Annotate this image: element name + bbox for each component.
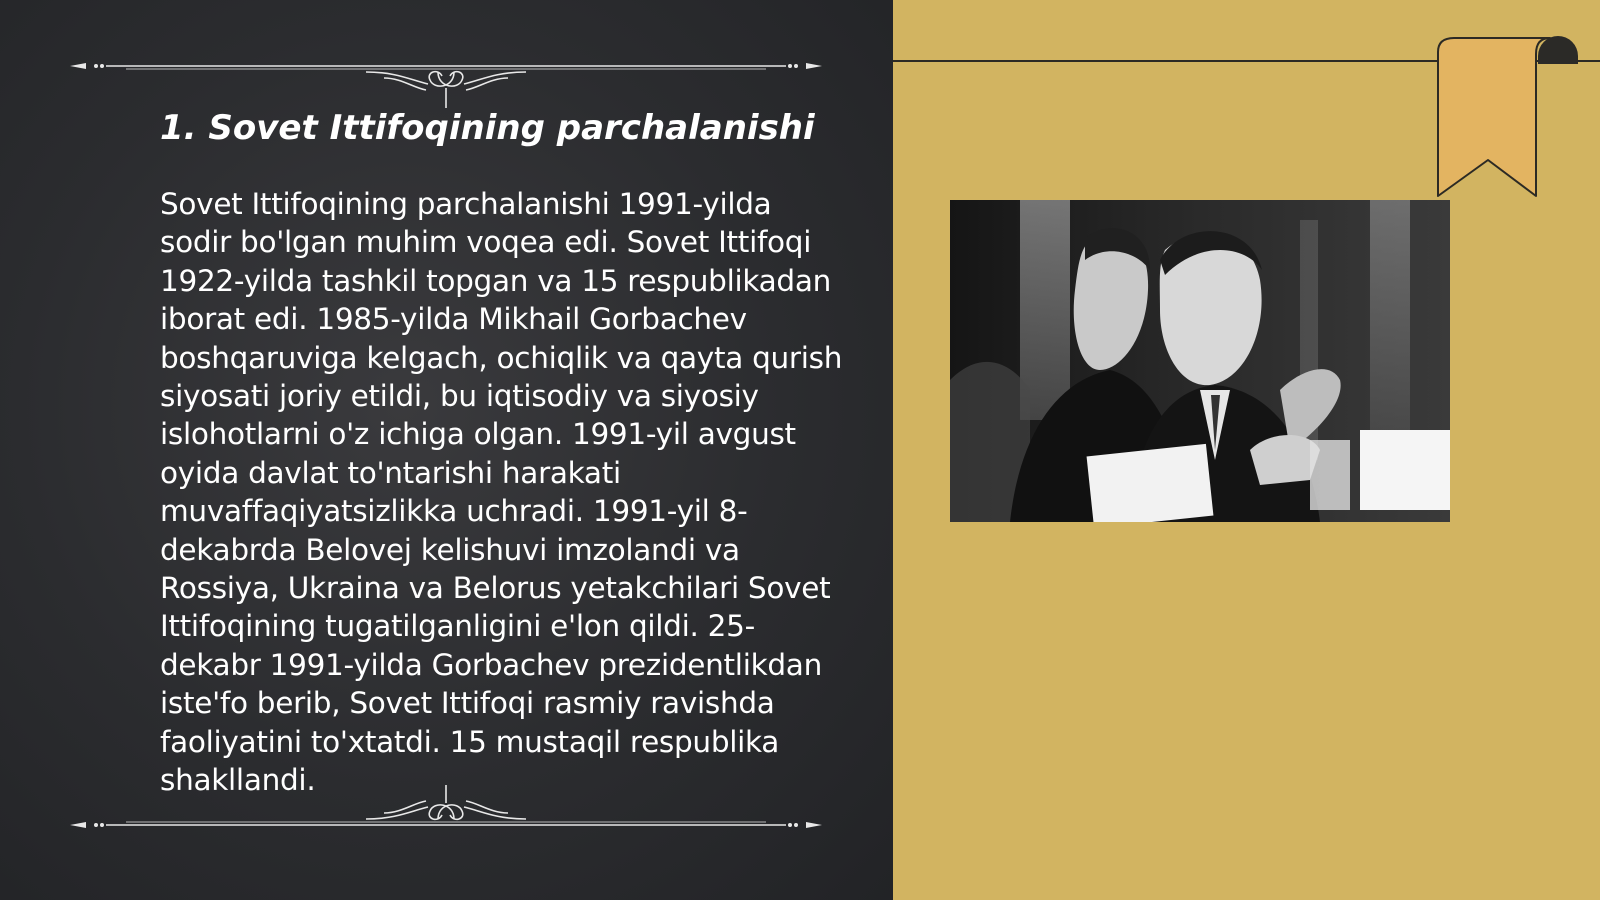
historical-photo [950,200,1450,522]
slide-body-text: Sovet Ittifoqining parchalanishi 1991-yilda sodir bo'lgan muhim voqea edi. Sovet Ittifoqi 1922-yilda tashkil topgan va 15 respublikadan iborat edi. 1985-yilda Mikhail Gorbachev boshqaruviga kelgach, ochiqlik va qayta qurish siyosati joriy etildi, bu iqtisodiy va siyosiy islohotlarni o'z ichiga olgan. 1991-yil avgust oyida davlat to'ntarishi harakati muvaffaqiyatsizlikka uchradi. 1991-yil 8-dekabrda Belovej kelishuvi imzolandi va Rossiya, Ukraina va Belorus yetakchilari Sovet Ittifoqining tugatilganligini e'lon qildi. 25-dekabr 1991-yilda Gorbachev prezidentlikdan iste'fo berib, Sovet Ittifoqi rasmiy ravishda faoliyatini to'xtatdi. 15 mustaqil respublika shakllandi. [160,187,843,798]
top-ornament-divider-icon [66,50,826,110]
bottom-ornament-divider-icon [66,775,826,835]
bookmark-ribbon-icon [1430,36,1600,206]
photo-illustration [950,200,1450,522]
slide-title: 1. Sovet Ittifoqining parchalanishi [160,108,815,148]
